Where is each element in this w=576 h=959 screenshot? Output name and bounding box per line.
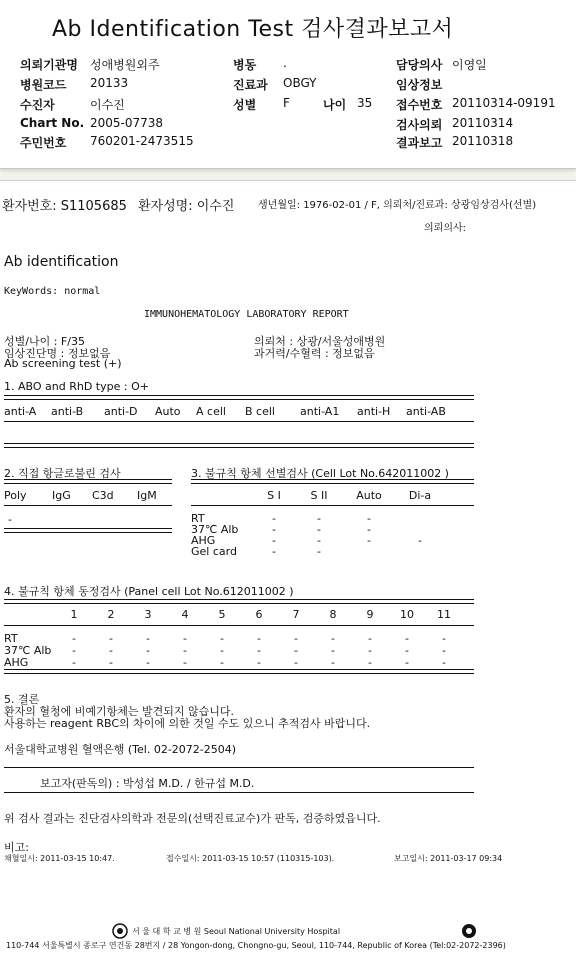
conclusion-line-1: 환자의 혈청에 비예기항체는 발견되지 않습니다. xyxy=(4,705,235,718)
panel-cell: - xyxy=(331,632,335,645)
field-department: 진료과 OBGY xyxy=(233,76,317,92)
panel-cell: - xyxy=(220,656,224,669)
panel-col: 9 xyxy=(366,608,374,621)
abo-col: anti-AB xyxy=(406,405,446,418)
requesting-doctor: 의뢰의사: xyxy=(424,223,467,234)
panel-cell: - xyxy=(368,656,372,669)
abo-col: anti-D xyxy=(104,405,138,418)
panel-cell: - xyxy=(405,632,409,645)
screening-cell: - xyxy=(272,512,276,525)
panel-cell: - xyxy=(109,644,113,657)
section2-title: 2. 직접 항글로불린 검사 xyxy=(4,467,121,480)
divider xyxy=(4,528,172,533)
section5-title: 5. 결론 xyxy=(4,693,40,706)
panel-cell: - xyxy=(294,656,298,669)
patient-info: 생년월일: 1976-02-01 / F, 의뢰처/진료과: 상광임상검사(선별) xyxy=(258,200,537,211)
panel-row-label: AHG xyxy=(4,656,29,669)
received-time: 접수일시: 2011-03-15 10:57 (110315-103). xyxy=(166,854,335,863)
panel-cell: - xyxy=(257,632,261,645)
panel-cell: - xyxy=(109,656,113,669)
section3-title: 3. 불규칙 항체 선별검사 (Cell Lot No.642011002 ) xyxy=(191,467,449,480)
report-heading: Ab identification xyxy=(4,254,119,270)
verification-note: 위 검사 결과는 진단검사의학과 전문의(선택진료교수)가 판독, 검증하였읍니다. xyxy=(4,812,381,825)
remark-label: 비고: xyxy=(4,841,29,854)
info-sex-age: 성별/나이 : F/35 xyxy=(4,335,85,348)
field-accession-no: 접수번호 20110314-09191 xyxy=(396,96,556,112)
panel-cell: - xyxy=(442,644,446,657)
panel-col: 5 xyxy=(218,608,226,621)
screening-cell: - xyxy=(317,545,321,558)
field-resident-no: 주민번호 760201-2473515 xyxy=(20,134,194,150)
divider xyxy=(4,767,474,768)
screening-cell: - xyxy=(367,512,371,525)
panel-cell: - xyxy=(183,632,187,645)
hospital-address: 110-744 서울특별시 종로구 연건동 28번지 / 28 Yongon-dong, Chongno-gu, Seoul, 110-744, Republic of Korea (Tel:02-2072-2396) xyxy=(6,941,506,950)
field-attending-doctor: 담당의사 이영일 xyxy=(396,58,487,72)
screening-row-label: Gel card xyxy=(191,545,237,558)
panel-col: 11 xyxy=(437,608,451,621)
abo-col: anti-A xyxy=(4,405,37,418)
field-chart-no: Chart No. 2005-07738 xyxy=(20,116,164,130)
field-clinical-info: 임상정보 xyxy=(396,78,443,92)
screening-cell: - xyxy=(367,523,371,536)
panel-cell: - xyxy=(220,632,224,645)
patient-name: 환자성명: 이수진 xyxy=(138,199,235,214)
panel-cell: - xyxy=(294,632,298,645)
panel-col: 4 xyxy=(181,608,189,621)
panel-cell: - xyxy=(442,632,446,645)
info-diagnosis: 임상진단명 : 정보없음 xyxy=(4,347,111,360)
divider xyxy=(4,669,474,674)
dat-col: Poly xyxy=(4,489,27,502)
screen-col: Di-a xyxy=(408,489,432,502)
reported-time: 보고일시: 2011-03-17 09:34 xyxy=(394,854,503,863)
abo-col: anti-A1 xyxy=(300,405,340,418)
patient-number: 환자번호: S1105685 xyxy=(2,199,127,214)
panel-cell: - xyxy=(72,656,76,669)
panel-cell: - xyxy=(146,632,150,645)
collection-time: 채혈일시: 2011-03-15 10:47. xyxy=(4,854,115,863)
panel-row-label: 37℃ Alb xyxy=(4,644,52,657)
blood-bank-contact: 서울대학교병원 혈액은행 (Tel. 02-2072-2504) xyxy=(4,743,237,756)
info-requester: 의뢰처 : 상광/서울성애병원 xyxy=(254,335,386,348)
field-sex: 성별 F xyxy=(233,96,290,112)
panel-cell: - xyxy=(72,632,76,645)
panel-cell: - xyxy=(405,656,409,669)
field-report-date: 결과보고 20110318 xyxy=(396,134,514,150)
field-age: 나이 35 xyxy=(323,96,373,112)
dat-value: - xyxy=(8,513,12,526)
screening-cell: - xyxy=(367,534,371,547)
field-requesting-institution: 의뢰기관명 성애병원외주 xyxy=(20,58,160,72)
divider xyxy=(4,479,172,484)
report-title: Ab Identification Test 검사결과보고서 xyxy=(52,17,454,42)
divider xyxy=(191,479,474,484)
hospital-seal-icon xyxy=(461,923,477,939)
abo-col: anti-H xyxy=(357,405,391,418)
dat-col: C3d xyxy=(92,489,114,502)
panel-cell: - xyxy=(257,656,261,669)
field-ward: 병동 . xyxy=(233,56,287,72)
panel-col: 1 xyxy=(70,608,78,621)
abo-col: anti-B xyxy=(51,405,84,418)
hospital-name: 서 울 대 학 교 병 원 Seoul National University Hospital xyxy=(132,927,341,936)
screening-cell: - xyxy=(317,512,321,525)
panel-cell: - xyxy=(72,644,76,657)
panel-cell: - xyxy=(183,644,187,657)
reporter: 보고자(판독의) : 박성섭 M.D. / 한규섭 M.D. xyxy=(40,777,255,790)
screening-row-label: 37℃ Alb xyxy=(191,523,239,536)
divider xyxy=(4,421,474,422)
panel-row-label: RT xyxy=(4,632,18,645)
dat-col: IgM xyxy=(137,489,157,502)
field-patient: 수진자 이수진 xyxy=(20,98,125,112)
panel-cell: - xyxy=(331,656,335,669)
panel-cell: - xyxy=(146,644,150,657)
panel-cell: - xyxy=(183,656,187,669)
divider xyxy=(4,395,474,400)
report-header-card xyxy=(0,0,576,169)
panel-cell: - xyxy=(405,644,409,657)
divider xyxy=(4,792,474,793)
panel-cell: - xyxy=(442,656,446,669)
panel-col: 3 xyxy=(144,608,152,621)
screen-col: Auto xyxy=(356,489,382,502)
section1-title: 1. ABO and RhD type : O+ xyxy=(4,380,149,393)
panel-cell: - xyxy=(294,644,298,657)
panel-col: 10 xyxy=(400,608,414,621)
screening-cell: - xyxy=(317,523,321,536)
keywords: KeyWords: normal xyxy=(4,286,101,297)
panel-cell: - xyxy=(368,644,372,657)
screening-cell: - xyxy=(317,534,321,547)
abo-col: A cell xyxy=(196,405,226,418)
abo-col: Auto xyxy=(155,405,181,418)
panel-col: 6 xyxy=(255,608,263,621)
divider xyxy=(4,443,474,448)
field-request-date: 검사의뢰 20110314 xyxy=(396,116,514,132)
screen-col: S I xyxy=(267,489,281,502)
info-screening: Ab screening test (+) xyxy=(4,357,122,370)
divider xyxy=(4,625,474,626)
screening-row-label: AHG xyxy=(191,534,216,547)
panel-cell: - xyxy=(146,656,150,669)
panel-cell: - xyxy=(257,644,261,657)
screening-cell: - xyxy=(272,534,276,547)
panel-col: 7 xyxy=(292,608,300,621)
abo-col: B cell xyxy=(245,405,275,418)
divider xyxy=(4,505,172,506)
panel-cell: - xyxy=(331,644,335,657)
screening-cell: - xyxy=(418,534,422,547)
screening-cell: - xyxy=(272,545,276,558)
screening-row-label: RT xyxy=(191,512,205,525)
section4-title: 4. 불규칙 항체 동정검사 (Panel cell Lot No.612011002 ) xyxy=(4,585,294,598)
screening-cell: - xyxy=(272,523,276,536)
panel-cell: - xyxy=(220,644,224,657)
conclusion-line-2: 사용하는 reagent RBC의 차이에 의한 것일 수도 있으니 추적검사 바랍니다. xyxy=(4,717,371,730)
divider xyxy=(191,505,474,506)
hospital-emblem-icon xyxy=(112,923,128,939)
panel-col: 2 xyxy=(107,608,115,621)
panel-cell: - xyxy=(368,632,372,645)
field-hospital-code: 병원코드 20133 xyxy=(20,76,129,92)
lab-report xyxy=(0,180,576,959)
dat-col: IgG xyxy=(52,489,71,502)
screen-col: S II xyxy=(310,489,328,502)
info-history: 과거력/수혈력 : 정보없음 xyxy=(254,347,375,360)
lab-report-title: IMMUNOHEMATOLOGY LABORATORY REPORT xyxy=(144,309,349,320)
panel-cell: - xyxy=(109,632,113,645)
divider xyxy=(4,599,474,604)
panel-col: 8 xyxy=(329,608,337,621)
